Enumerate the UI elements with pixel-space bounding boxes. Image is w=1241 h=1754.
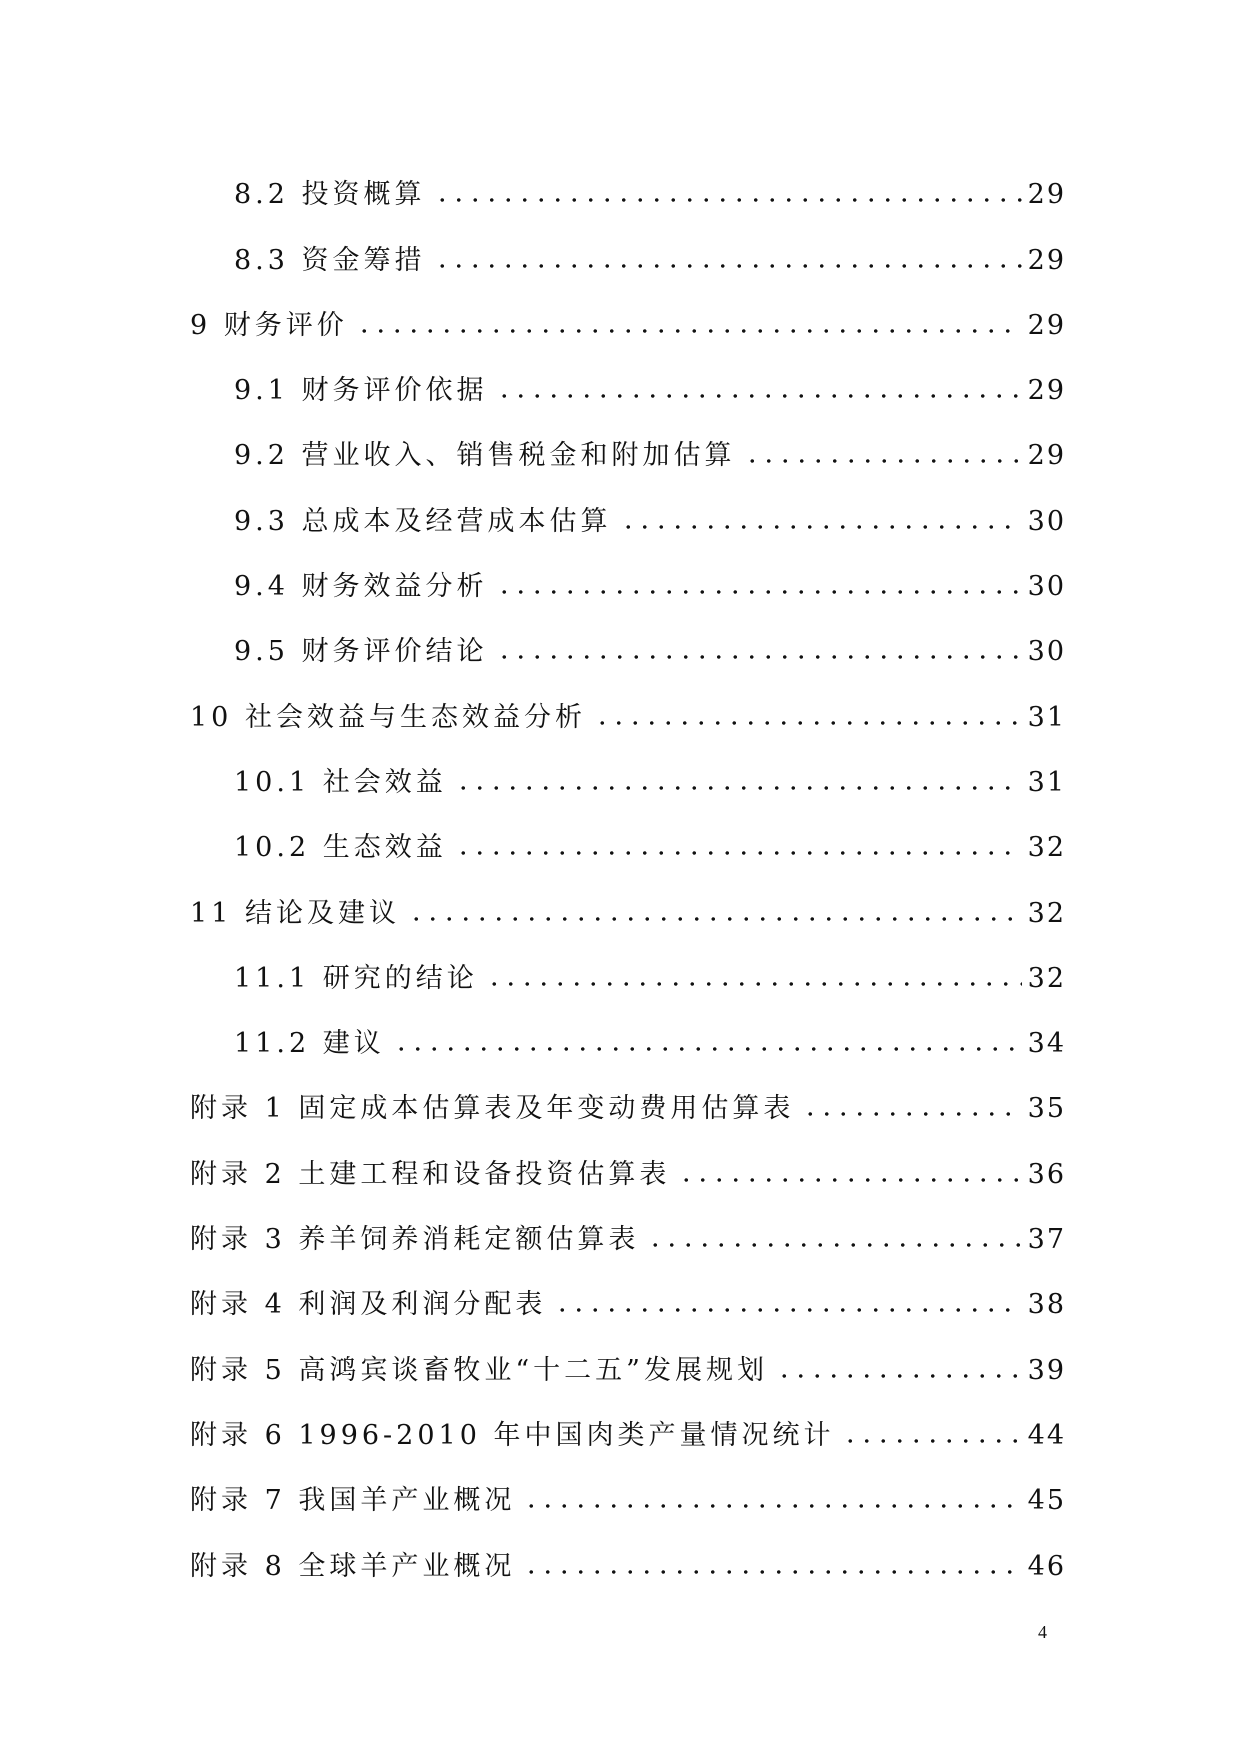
toc-entry-title: 9 财务评价: [190, 309, 348, 341]
toc-entry[interactable]: [190, 356, 1066, 421]
toc-entry-title: 附录 2 土建工程和设备投资估算表: [190, 1158, 671, 1190]
toc-entry-page: 37: [1027, 1224, 1066, 1256]
toc-entry-title: 8.3 资金筹措: [234, 244, 426, 276]
toc-entry[interactable]: [190, 1466, 1066, 1531]
toc-entry-title: 附录 1 固定成本估算表及年变动费用估算表: [190, 1093, 795, 1125]
toc-entry-page: 35: [1027, 1093, 1066, 1125]
toc-entry-page: 30: [1027, 505, 1066, 537]
toc-entry-page: 34: [1027, 1028, 1066, 1060]
toc-entry[interactable]: [190, 1205, 1066, 1270]
toc-entry-title: 附录 8 全球羊产业概况: [190, 1550, 516, 1582]
toc-dot-leader: [393, 1046, 1022, 1052]
toc-entry[interactable]: [190, 1401, 1066, 1466]
toc-dot-leader: [356, 328, 1022, 334]
toc-dot-leader: [647, 1242, 1021, 1248]
toc-entry-title: 9.2 营业收入、销售税金和附加估算: [234, 440, 736, 472]
toc-entry-title: 9.3 总成本及经营成本估算: [234, 505, 612, 537]
toc-entry[interactable]: [190, 748, 1066, 813]
toc-dot-leader: [434, 197, 1022, 203]
toc-dot-leader: [486, 981, 1022, 987]
toc-dot-leader: [496, 589, 1022, 595]
toc-entry[interactable]: [190, 1531, 1066, 1596]
toc-entry-page: 29: [1027, 179, 1066, 211]
toc-dot-leader: [554, 1307, 1021, 1313]
toc-dot-leader: [455, 850, 1022, 856]
toc-dot-leader: [408, 916, 1022, 922]
toc-entry[interactable]: [190, 617, 1066, 682]
toc-entry[interactable]: [190, 813, 1066, 878]
toc-entry-page: 29: [1027, 244, 1066, 276]
toc-entry-page: 32: [1027, 832, 1066, 864]
toc-entry-title: 附录 4 利润及利润分配表: [190, 1289, 547, 1321]
toc-dot-leader: [620, 524, 1022, 530]
toc-entry-page: 44: [1027, 1419, 1066, 1451]
toc-dot-leader: [802, 1111, 1021, 1117]
toc-entry-title: 9.4 财务效益分析: [234, 571, 488, 603]
toc-dot-leader: [496, 654, 1022, 660]
toc-entry[interactable]: [190, 225, 1066, 290]
toc-dot-leader: [744, 458, 1022, 464]
toc-dot-leader: [594, 720, 1022, 726]
toc-entry[interactable]: [190, 682, 1066, 747]
toc-entry-page: 30: [1027, 571, 1066, 603]
toc-entry-page: 29: [1027, 375, 1066, 407]
toc-entry-title: 9.5 财务评价结论: [234, 636, 488, 668]
toc-dot-leader: [523, 1569, 1021, 1575]
toc-entry[interactable]: [190, 1335, 1066, 1400]
table-of-contents: [190, 160, 1066, 1597]
toc-entry[interactable]: [190, 1074, 1066, 1139]
toc-entry-title: 附录 6 1996-2010 年中国肉类产量情况统计: [190, 1419, 835, 1451]
toc-entry-page: 32: [1027, 897, 1066, 929]
toc-entry[interactable]: [190, 421, 1066, 486]
toc-entry[interactable]: [190, 1270, 1066, 1335]
toc-entry-title: 附录 7 我国羊产业概况: [190, 1485, 516, 1517]
toc-entry-title: 附录 5 高鸿宾谈畜牧业“十二五”发展规划: [190, 1354, 768, 1386]
toc-entry-title: 11.2 建议: [234, 1028, 385, 1060]
toc-entry-title: 附录 3 养羊饲养消耗定额估算表: [190, 1224, 640, 1256]
toc-entry-page: 46: [1027, 1550, 1066, 1582]
toc-entry[interactable]: [190, 878, 1066, 943]
toc-entry-page: 29: [1027, 309, 1066, 341]
toc-entry[interactable]: [190, 552, 1066, 617]
toc-entry-page: 39: [1027, 1354, 1066, 1386]
toc-dot-leader: [842, 1438, 1021, 1444]
toc-entry[interactable]: [190, 1139, 1066, 1204]
toc-entry-page: 29: [1027, 440, 1066, 472]
toc-entry-page: 32: [1027, 962, 1066, 994]
toc-entry-page: 30: [1027, 636, 1066, 668]
toc-entry-page: 31: [1027, 766, 1066, 798]
toc-entry-page: 38: [1027, 1289, 1066, 1321]
toc-entry-title: 11.1 研究的结论: [234, 962, 478, 994]
toc-entry-title: 10.2 生态效益: [234, 832, 447, 864]
toc-dot-leader: [678, 1177, 1021, 1183]
toc-entry-page: 31: [1027, 701, 1066, 733]
toc-entry-page: 36: [1027, 1158, 1066, 1190]
toc-entry-title: 10 社会效益与生态效益分析: [190, 701, 586, 733]
toc-dot-leader: [496, 393, 1022, 399]
toc-entry[interactable]: [190, 160, 1066, 225]
toc-dot-leader: [434, 263, 1022, 269]
toc-entry[interactable]: [190, 486, 1066, 551]
toc-entry[interactable]: [190, 1009, 1066, 1074]
toc-dot-leader: [776, 1373, 1022, 1379]
toc-entry-title: 11 结论及建议: [190, 897, 400, 929]
toc-dot-leader: [455, 785, 1022, 791]
toc-entry[interactable]: [190, 944, 1066, 1009]
toc-entry-title: 9.1 财务评价依据: [234, 375, 488, 407]
toc-entry-page: 45: [1027, 1485, 1066, 1517]
page-number: 4: [1038, 1622, 1047, 1642]
toc-entry[interactable]: [190, 291, 1066, 356]
toc-entry-title: 8.2 投资概算: [234, 179, 426, 211]
toc-dot-leader: [523, 1503, 1021, 1509]
toc-entry-title: 10.1 社会效益: [234, 766, 447, 798]
